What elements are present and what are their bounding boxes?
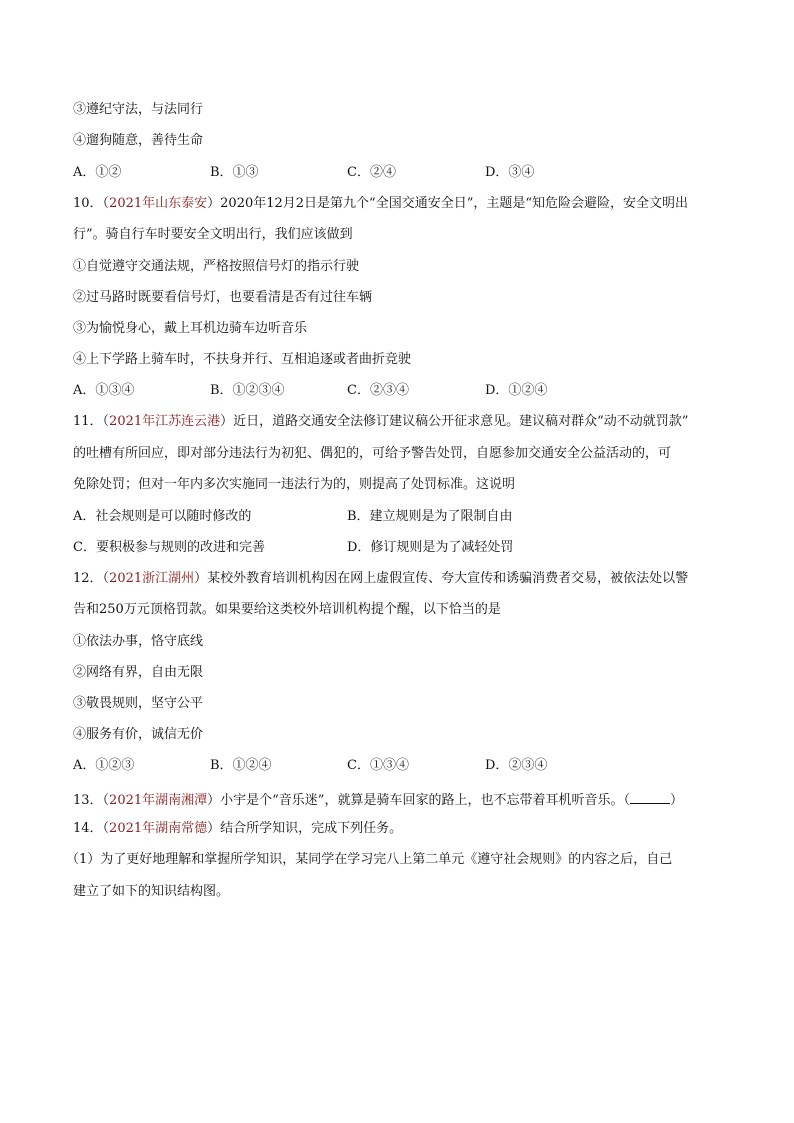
q9-option-d: D．③④ (485, 165, 535, 180)
q12-item-3: ③敬畏规则，坚守公平 (73, 696, 204, 711)
q13-end: ） (669, 793, 683, 808)
q13-stem (73, 789, 683, 810)
q12-option-a: A．①②③ (73, 758, 135, 773)
q12-source: 2021浙江湖州 (109, 571, 195, 586)
q10-item-4: ④上下学路上骑车时，不扶身并行、互相追逐或者曲折竞驶 (73, 352, 412, 367)
q12-item-4: ④服务有价，诚信无价 (73, 727, 204, 742)
q14-source: 2021年湖南常德 (109, 821, 208, 836)
q9-item-3: ③遵纪守法，与法同行 (73, 102, 204, 117)
q14-stem (73, 820, 402, 838)
q12-item-2: ②网络有界，自由无限 (73, 665, 204, 680)
q12-number: 12．（ (73, 571, 110, 586)
q12-option-b: B．①②④ (210, 758, 272, 773)
q13-close: ） (207, 793, 221, 808)
q10-stem-line1 (73, 195, 688, 213)
q10-option-a: A．①③④ (73, 383, 135, 398)
q9-option-b: B．①③ (210, 165, 259, 180)
q11-close: ） (220, 414, 234, 429)
q11-number: 11．（ (73, 414, 110, 429)
q11-option-c: C．要积极参与规则的改进和完善 (73, 540, 265, 555)
q12-stem-line1 (73, 570, 688, 588)
q13-number: 13．（ (73, 793, 110, 808)
q9-option-c: C．②④ (347, 165, 396, 180)
q10-close: ） (207, 196, 221, 211)
q13-source: 2021年湖南湘潭 (109, 793, 208, 808)
q11-option-b: B．建立规则是为了限制自由 (347, 509, 513, 524)
q9-item-4: ④遛狗随意，善待生命 (73, 133, 204, 148)
q13-answer-blank[interactable] (630, 789, 670, 804)
q14-text: 结合所学知识，完成下列任务。 (220, 821, 403, 836)
q14-sub1-line2: 建立了如下的知识结构图。 (73, 884, 230, 899)
q10-item-2: ②过马路时既要看信号灯，也要看清是否有过往车辆 (73, 290, 373, 305)
q10-item-3: ③为愉悦身心，戴上耳机边骑车边听音乐 (73, 321, 308, 336)
q11-stem-line2: 的吐槽有所回应，即对部分违法行为初犯、偶犯的，可给予警告处罚，自愿参加交通安全公益活动的，可 (73, 446, 672, 461)
q11-source: 2021年江苏连云港 (109, 414, 221, 429)
q12-item-1: ①依法办事，恪守底线 (73, 634, 204, 649)
q12-stem-line2: 告和250万元顶格罚款。如果要给这类校外培训机构提个醒，以下恰当的是 (73, 602, 501, 617)
q14-sub1-line1: （1）为了更好地理解和掌握所学知识，某同学在学习完八上第二单元《遵守社会规则》的内容之后，自己 (66, 852, 673, 867)
q10-option-b: B．①②③④ (210, 383, 285, 398)
q10-item-1: ①自觉遵守交通法规，严格按照信号灯的指示行驶 (73, 259, 360, 274)
q11-option-a: A．社会规则是可以随时修改的 (73, 509, 252, 524)
q12-text1: 某校外教育培训机构因在网上虚假宣传、夸大宣传和诱骗消费者交易，被依法处以警 (207, 571, 689, 586)
q13-text: 小宇是个“音乐迷”，就算是骑车回家的路上，也不忘带着耳机听音乐。（ (220, 793, 630, 808)
q12-close: ） (194, 571, 208, 586)
q14-number: 14．（ (73, 821, 110, 836)
q11-text1: 近日，道路交通安全法修订建议稿公开征求意见。建议稿对群众“动不动就罚款” (233, 414, 689, 429)
q12-option-c: C．①③④ (347, 758, 409, 773)
q12-option-d: D．②③④ (485, 758, 548, 773)
q10-number: 10．（ (73, 196, 110, 211)
q10-option-d: D．①②④ (485, 383, 548, 398)
q11-option-d: D．修订规则是为了减轻处罚 (347, 540, 514, 555)
q9-option-a: A．①② (73, 165, 122, 180)
q11-stem-line3: 免除处罚；但对一年内多次实施同一违法行为的，则提高了处罚标准。这说明 (73, 477, 516, 492)
q10-stem-line2: 行”。骑自行车时要安全文明出行，我们应该做到 (73, 227, 353, 242)
q14-close: ） (207, 821, 221, 836)
q10-source: 2021年山东泰安 (109, 196, 208, 211)
q10-text1: 2020年12月2日是第九个“全国交通安全日”，主题是“知危险会避险，安全文明出 (220, 196, 688, 211)
q10-option-c: C．②③④ (347, 383, 409, 398)
q11-stem-line1 (73, 413, 688, 431)
